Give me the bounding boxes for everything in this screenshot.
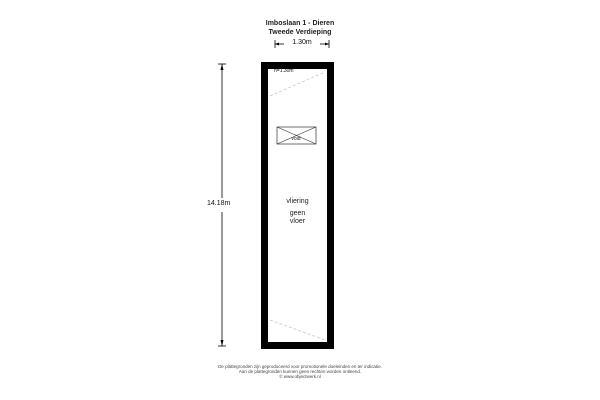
room-name-line3: vloer [289,218,306,225]
copyright-line: © www.objectwerk.nl [279,374,321,379]
length-dimension-line [218,64,226,346]
width-dimension-label: 1.30m [292,39,312,46]
room-name-line1: vliering [286,198,309,205]
address-title: Imboslaan 1 - Dieren [265,20,335,27]
room-name-line2: geen [289,210,306,217]
width-dimension-line [275,40,329,48]
height-note: h=1.30m [274,68,294,74]
length-dimension-label: 14.18m [207,200,231,207]
disclaimer-line1: De plattegronden zijn geproduceerd voor promotionele doeleinden en ter indicatie. [218,364,382,369]
void-label: void [291,136,301,142]
disclaimer-line2: Aan de plattegronden kunnen geen rechten worden ontleend. [238,369,362,374]
floor-title: Tweede Verdieping [268,29,332,36]
roof-slope-lines [270,72,325,340]
